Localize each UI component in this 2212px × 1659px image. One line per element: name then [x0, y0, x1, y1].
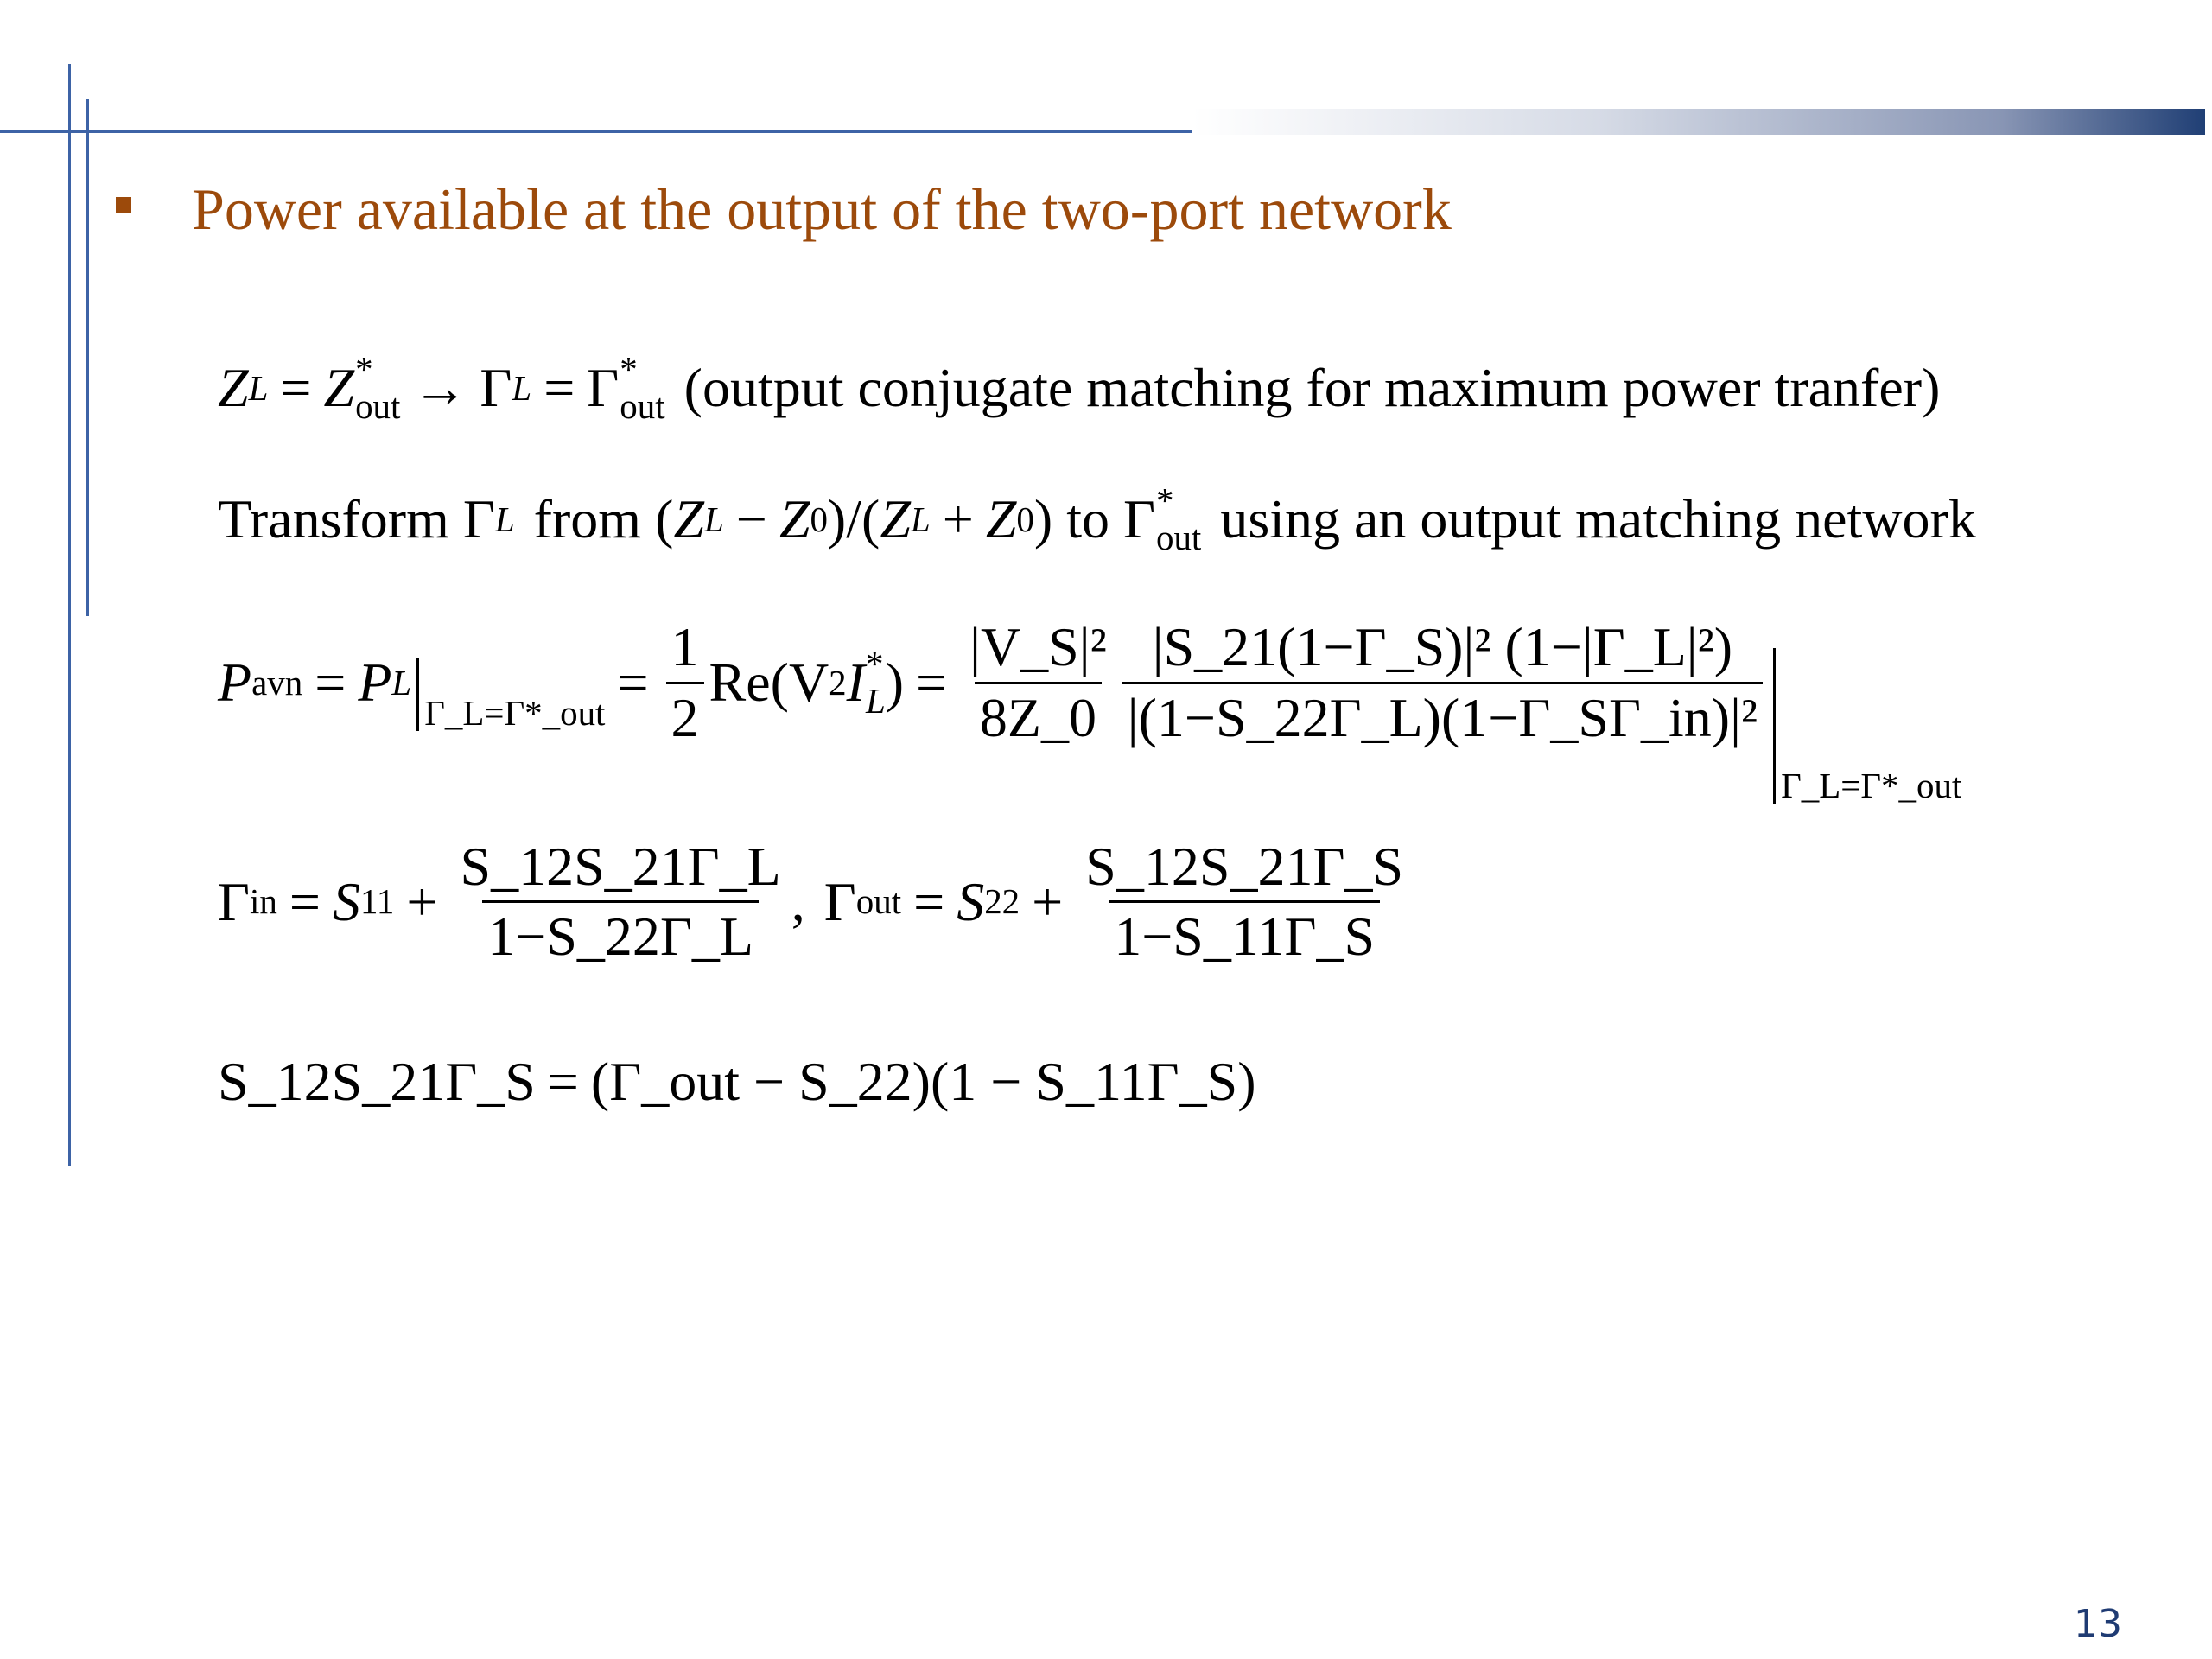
fraction-source-voltage: $\frac{\text{|V\_S|²}}{8Z\_0}$	[969, 616, 1107, 748]
eq1-zl: Z	[218, 357, 249, 418]
equation-gamma-in-out: Γ in = S 11 + $\frac{S\_12S\_21\Gamma\_L}{1-S\_22\Gamma\_L}$ , Γ out = S 22 + $\frac{S\_12S\_21\Gamma\_S}{1-S\_11\Gamma\_S}$	[218, 836, 1414, 968]
page-number: 13	[2074, 1602, 2122, 1646]
equation-transform-gamma: Transform Γ L from ( Z L − Z 0 )/( Z L + Z 0 ) to Γ * out using an output matching network	[218, 480, 1976, 557]
top-gradient-bar	[1192, 109, 2205, 135]
equation-available-power: P avn = P L Γ_L=Γ*_out = $\frac{1}{2}$ Re(V 2 I * L ) = $\frac{\text{|V\_S|²}}{8Z\_0}$ $\frac{\text{|S\_21(1−Γ\_S)|² (1−|Γ\_L|²)}}{\text{|(1−S\_22Γ\_L)(1−Γ\_SΓ\_in)|²}}$ Γ_L=Γ*_out	[218, 616, 1962, 806]
fraction-gain-term: $\frac{\text{|S\_21(1−Γ\_S)|² (1−|Γ\_L|²)}}{\text{|(1−S\_22Γ\_L)(1−Γ\_SΓ\_in)|²}}$	[1122, 617, 1763, 748]
fraction-gamma-in: $\frac{S\_12S\_21\Gamma\_L}{1-S\_22\Gamma\_L}$	[460, 836, 781, 968]
bullet-square-icon	[116, 197, 131, 213]
equation-rearranged: S_12S_21Γ_S = (Γ_out − S_22)(1 − S_11Γ_S)	[218, 1051, 1256, 1112]
slide-heading: Power available at the output of the two-port network	[192, 176, 1452, 242]
left-rule-inner	[86, 99, 89, 616]
equation-conjugate-match: Z L = Z * out → Γ L = Γ * out (output conjugate matching for maximum power tranfer)	[218, 349, 1941, 426]
eval-bar-1: Γ_L=Γ*_out	[416, 658, 605, 731]
fraction-half: $\frac{1}{2}$	[666, 617, 704, 748]
fraction-gamma-out: $\frac{S\_12S\_21\Gamma\_S}{1-S\_11\Gamma\_S}$	[1085, 836, 1404, 968]
eq1-note: (output conjugate matching for maximum power tranfer)	[683, 357, 1941, 418]
left-rule-outer	[68, 64, 71, 1166]
eval-bar-2: Γ_L=Γ*_out	[1773, 648, 1961, 804]
